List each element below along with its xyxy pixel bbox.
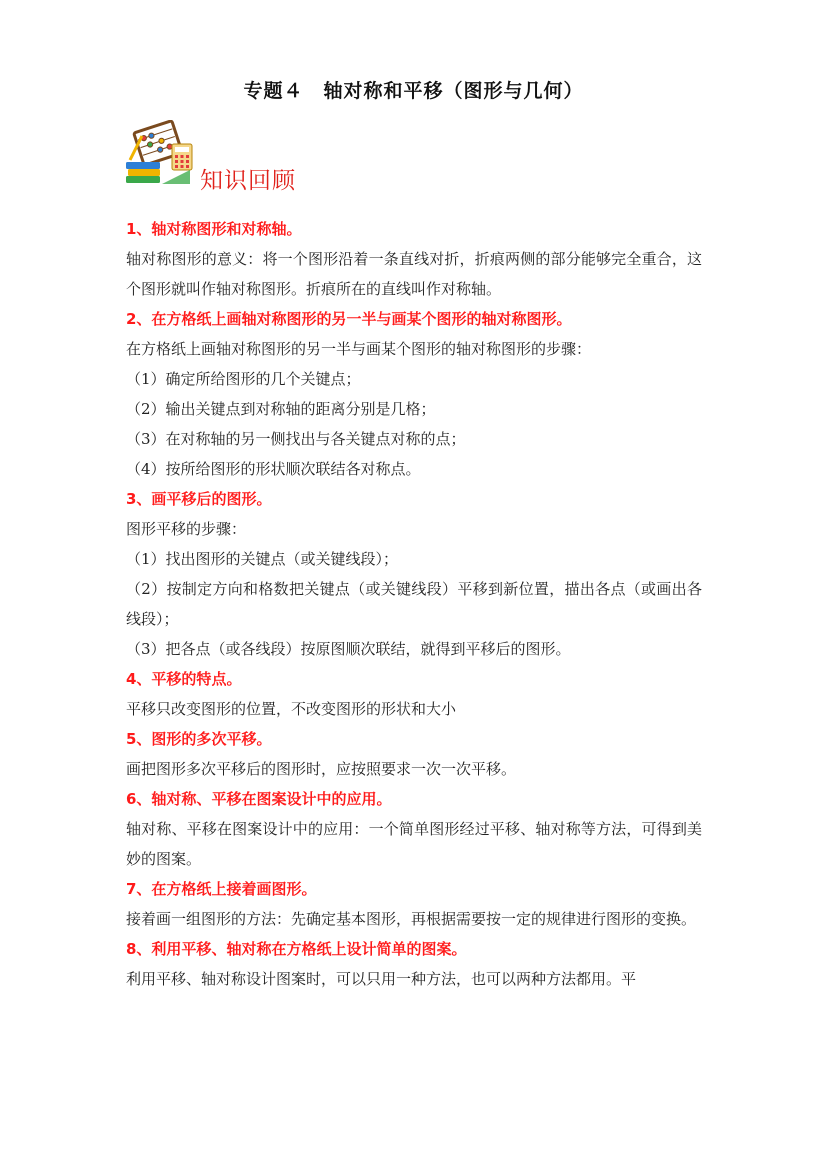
section-paragraph: 轴对称图形的意义：将一个图形沿着一条直线对折，折痕两侧的部分能够完全重合，这个图形就叫作轴对称图形。折痕所在的直线叫作对称轴。: [126, 250, 702, 298]
section-heading: 6、轴对称、平移在图案设计中的应用。: [126, 790, 392, 808]
section-heading: 5、图形的多次平移。: [126, 730, 272, 748]
section-heading: 4、平移的特点。: [126, 670, 242, 688]
section-heading: 8、利用平移、轴对称在方格纸上设计简单的图案。: [126, 940, 467, 958]
section-paragraph: 在方格纸上画轴对称图形的另一半与画某个图形的轴对称图形的步骤：: [126, 340, 592, 358]
section-heading: 3、画平移后的图形。: [126, 490, 272, 508]
section-paragraph: 接着画一组图形的方法：先确定基本图形，再根据需要按一定的规律进行图形的变换。: [126, 910, 697, 928]
knowledge-review-header: [124, 120, 344, 194]
section-heading: 2、在方格纸上画轴对称图形的另一半与画某个图形的轴对称图形。: [126, 310, 572, 328]
section-paragraph: 平移只改变图形的位置，不改变图形的形状和大小: [126, 700, 457, 718]
step-item: （3）在对称轴的另一侧找出与各关键点对称的点；: [126, 430, 466, 448]
step-item: （3）把各点（或各线段）按原图顺次联结，就得到平移后的图形。: [126, 640, 571, 658]
step-item: （4）按所给图形的形状顺次联结各对称点。: [126, 460, 421, 478]
step-item: （2）按制定方向和格数把关键点（或关键线段）平移到新位置，描出各点（或画出各线段）；: [126, 580, 702, 628]
math-tools-icon: [124, 120, 199, 186]
section-paragraph: 图形平移的步骤：: [126, 520, 247, 538]
section-heading: 1、轴对称图形和对称轴。: [126, 220, 302, 238]
content-body: [126, 214, 702, 994]
section-heading: 7、在方格纸上接着画图形。: [126, 880, 317, 898]
step-item: （1）找出图形的关键点（或关键线段）；: [126, 550, 399, 568]
section-paragraph: 画把图形多次平移后的图形时，应按照要求一次一次平移。: [126, 760, 517, 778]
step-item: （1）确定所给图形的几个关键点；: [126, 370, 361, 388]
section-paragraph: 轴对称、平移在图案设计中的应用：一个简单图形经过平移、轴对称等方法，可得到美妙的图案。: [126, 820, 702, 868]
knowledge-review-label: 知识回顾: [200, 168, 296, 194]
page-title: 专题４ 轴对称和平移（图形与几何）: [243, 80, 584, 102]
section-paragraph: 利用平移、轴对称设计图案时，可以只用一种方法，也可以两种方法都用。平: [126, 970, 637, 988]
step-item: （2）输出关键点到对称轴的距离分别是几格；: [126, 400, 436, 418]
